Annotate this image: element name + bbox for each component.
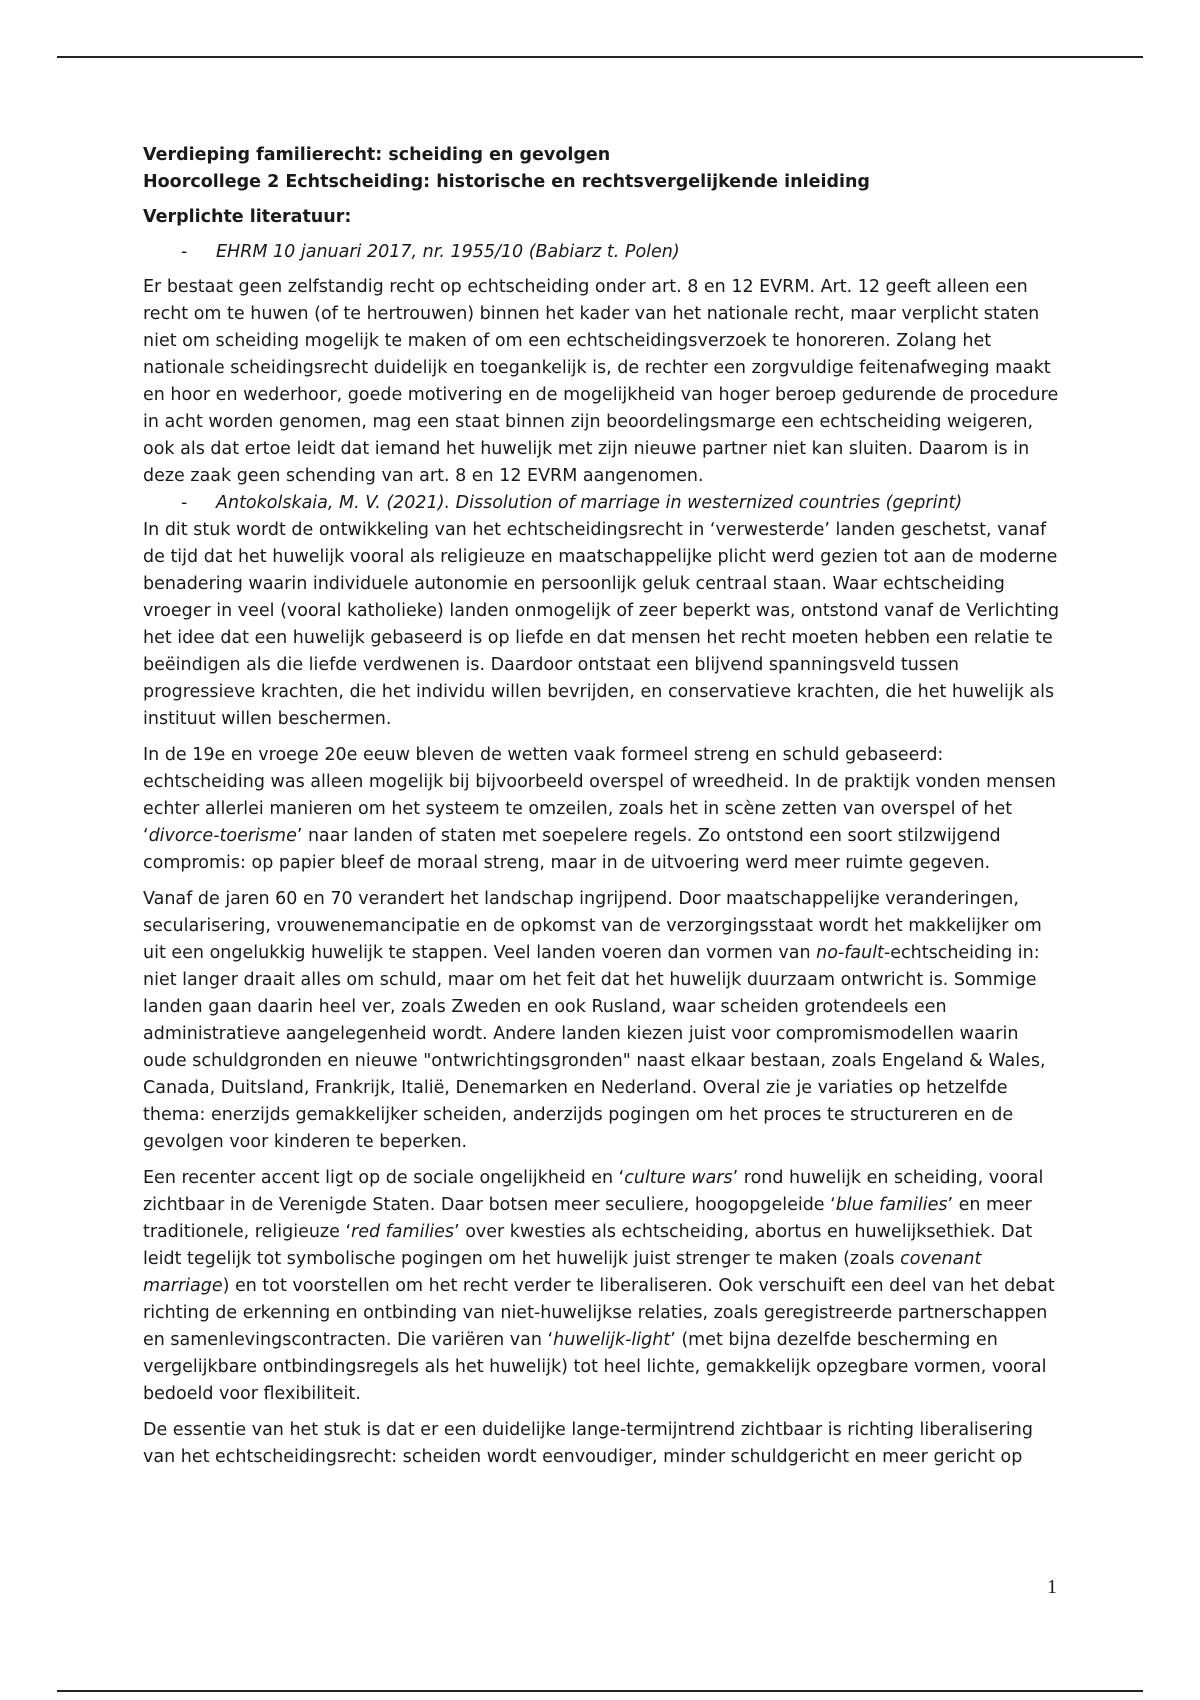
literature-citation: Antokolskaia, M. V. (2021). Dissolution of marriage in westernized countries (geprint) — [216, 493, 963, 513]
paragraph-text: ) en tot voorstellen om het recht verder te liberaliseren. Ook verschuift een deel van het debat richting de erkenning en ontbinding van niet-huwelijkse relaties, zoals geregistreerde partnerschappen en samenlevingscontracten. Die variëren van ‘ — [143, 1276, 1055, 1350]
italic-term: divorce-toerisme — [148, 826, 297, 846]
literature-citation: EHRM 10 januari 2017, nr. 1955/10 (Babiarz t. Polen) — [216, 242, 680, 262]
document-title: Verdieping familierecht: scheiding en gevolgen — [143, 145, 611, 165]
literature-item — [143, 490, 1063, 517]
document-subtitle: Hoorcollege 2 Echtscheiding: historische en rechtsvergelijkende inleiding — [143, 172, 870, 192]
page-number: 1 — [1047, 1576, 1057, 1598]
paragraph-text: In de 19e en vroege 20e eeuw bleven de wetten vaak formeel streng en schuld gebaseerd: echtscheiding was alleen mogelijk bij bijvoorbeeld overspel of wreedheid. In de praktijk vonden mensen echter allerlei manieren om het systeem te omzeilen, zoals het in scène zetten van overspel of het ‘ — [143, 745, 1057, 846]
italic-term: culture wars — [624, 1168, 733, 1188]
italic-term: blue families — [835, 1195, 948, 1215]
italic-term: huwelijk-light — [553, 1330, 671, 1350]
paragraph-text: ’ over kwesties als echtscheiding, abortus en huwelijksethiek. Dat leidt tegelijk tot symbolische pogingen om het huwelijk juist strenger te maken (zoals — [143, 1222, 1033, 1269]
italic-term: no-fault — [816, 943, 884, 963]
paragraph-text: ’ en meer traditionele, religieuze ‘ — [143, 1195, 1032, 1242]
literature-summary: Er bestaat geen zelfstandig recht op echtscheiding onder art. 8 en 12 EVRM. Art. 12 geeft alleen een recht om te huwen (of te hertrouwen) binnen het kader van het nationale recht, maar verplicht staten niet om scheiding mogelijk te maken of om een echtscheidingsverzoek te honoreren. Zolang het nationale scheidingsrecht duidelijk en toegankelijk is, de rechter een zorgvuldige feitenafweging maakt en hoor en wederhoor, goede motivering en de mogelijkheid van hoger beroep gedurende de procedure in acht worden genomen, mag een staat binnen zijn beoordelingsmarge een echtscheiding weigeren, ook als dat ertoe leidt dat iemand het huwelijk met zijn nieuwe partner niet kan sluiten. Daarom is in deze zaak geen schending van art. 8 en 12 EVRM aangenomen. — [143, 277, 1059, 486]
italic-term: covenant marriage — [143, 1249, 982, 1296]
literature-item — [143, 239, 1063, 266]
paragraph-text: ’ (met bijna dezelfde bescherming en vergelijkbare ontbindingsregels als het huwelijk) tot heel lichte, gemakkelijk opzegbare vormen, vooral bedoeld voor flexibiliteit. — [143, 1330, 1047, 1404]
paragraph-text: ’ naar landen of staten met soepelere regels. Zo ontstond een soort stilzwijgend compromis: op papier bleef de moraal streng, maar in de uitvoering werd meer ruimte gegeven. — [143, 826, 1001, 873]
paragraph-text: Vanaf de jaren 60 en 70 verandert het landschap ingrijpend. Door maatschappelijke veranderingen, secularisering, vrouwenemancipatie en de opkomst van de verzorgingsstaat wordt het makkelijker om uit een ongelukkig huwelijk te stappen. Veel landen voeren dan vormen van — [143, 889, 1042, 963]
literature-heading: Verplichte literatuur: — [143, 207, 352, 227]
body-paragraph: De essentie van het stuk is dat er een duidelijke lange-termijntrend zichtbaar is richting liberalisering van het echtscheidingsrecht: scheiden wordt eenvoudiger, minder schuldgericht en meer gericht op — [143, 1420, 1033, 1467]
body-paragraph — [143, 742, 1063, 877]
list-dash: - — [181, 493, 188, 513]
list-dash: - — [181, 242, 188, 262]
body-paragraph — [143, 1165, 1063, 1408]
header-rule — [57, 56, 1143, 58]
document-body — [143, 142, 1063, 1471]
italic-term: red families — [351, 1222, 455, 1242]
paragraph-text: -echtscheiding in: niet langer draait alles om schuld, maar om het feit dat het huwelijk duurzaam ontwricht is. Sommige landen gaan daarin heel ver, zoals Zweden en ook Rusland, waar scheiden grotendeels een administratieve aangelegenheid wordt. Andere landen kiezen juist voor compromismodellen waarin oude schuldgronden en nieuwe "ontwrichtingsgronden" naast elkaar bestaan, zoals Engeland & Wales, Canada, Duitsland, Frankrijk, Italië, Denemarken en Nederland. Overal zie je variaties op hetzelfde thema: enerzijds gemakkelijker scheiden, anderzijds pogingen om het proces te structureren en de gevolgen voor kinderen te beperken. — [143, 943, 1046, 1152]
footer-rule — [57, 1690, 1143, 1692]
paragraph-text: Een recenter accent ligt op de sociale ongelijkheid en ‘ — [143, 1168, 625, 1188]
body-paragraph — [143, 886, 1063, 1156]
paragraph-text: ’ rond huwelijk en scheiding, vooral zichtbaar in de Verenigde Staten. Daar botsen meer seculiere, hoogopgeleide ‘ — [143, 1168, 1044, 1215]
body-paragraph: In dit stuk wordt de ontwikkeling van het echtscheidingsrecht in ‘verwesterde’ landen geschetst, vanaf de tijd dat het huwelijk vooral als religieuze en maatschappelijke plicht werd gezien tot aan de moderne benadering waarin individuele autonomie en persoonlijk geluk centraal staan. Waar echtscheiding vroeger in veel (vooral katholieke) landen onmogelijk of zeer beperkt was, ontstond vanaf de Verlichting het idee dat een huwelijk gebaseerd is op liefde en dat mensen het recht moeten hebben een relatie te beëindigen als die liefde verdwenen is. Daardoor ontstaat een blijvend spanningsveld tussen progressieve krachten, die het individu willen bevrijden, en conservatieve krachten, die het huwelijk als instituut willen beschermen. — [143, 520, 1060, 729]
